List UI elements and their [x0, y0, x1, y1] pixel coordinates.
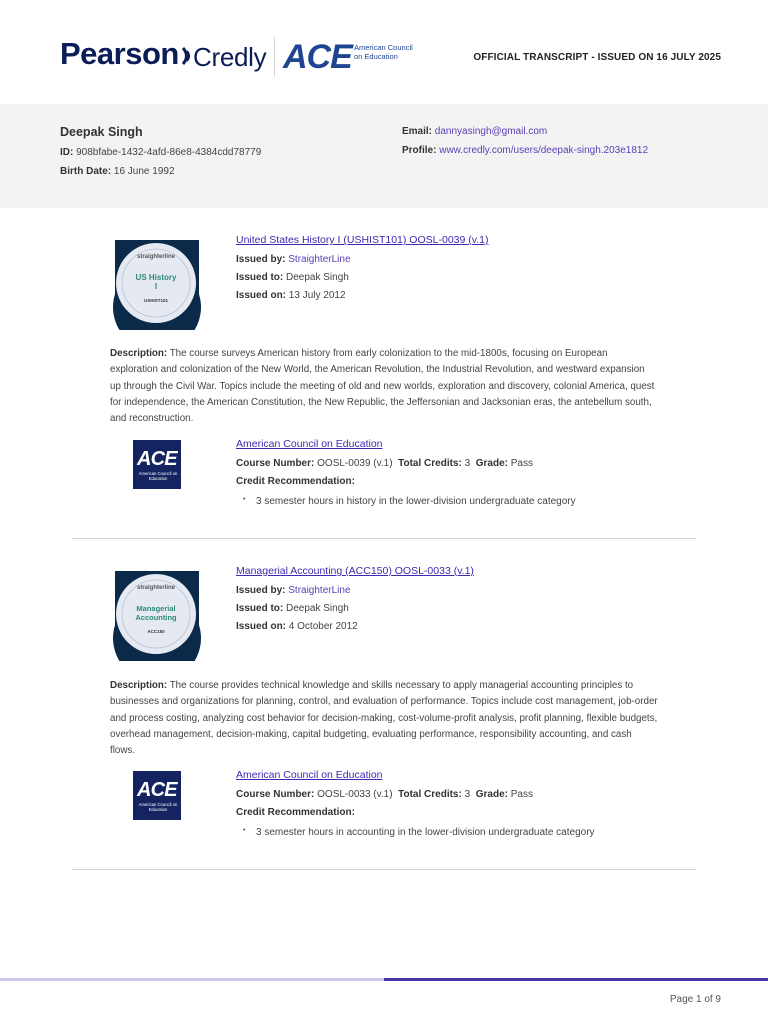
issued-by: Issued by: StraighterLine [236, 254, 351, 265]
issuer-link[interactable]: StraighterLine [288, 585, 351, 596]
svg-text:ACC150: ACC150 [147, 629, 165, 634]
learner-name: Deepak Singh [60, 125, 143, 139]
svg-text:Managerial: Managerial [136, 604, 176, 613]
credly-mark-icon [182, 46, 192, 66]
section-divider [72, 869, 696, 870]
ace-org-link[interactable]: American Council on Education [236, 769, 383, 781]
issued-to: Issued to: Deepak Singh [236, 603, 349, 614]
svg-text:I: I [154, 282, 158, 291]
learner-birth-date: Birth Date: 16 June 1992 [60, 166, 175, 177]
course-description: Description: The course provides technical knowledge and skills necessary to apply managerial accounting principles to businesses and organizations for planning, control, and evaluation of performance. Topics include cost management, job-order and process costing, analyzing cost behavior for decision-making, cost-volume-profit analysis, profit planning, flexible budgets, overhead management, decision-making, capital budgeting, evaluating performance, responsibility accounting, and cash flows. [110, 680, 658, 757]
issuer-link[interactable]: StraighterLine [288, 254, 351, 265]
managerial-accounting-badge-icon [109, 567, 203, 661]
svg-text:USHIST101: USHIST101 [143, 298, 169, 303]
email-link[interactable]: dannyasingh@gmail.com [434, 126, 548, 137]
issued-to: Issued to: Deepak Singh [236, 272, 349, 283]
svg-text:straighterline: straighterline [136, 254, 176, 260]
learner-id: ID: 908bfabe-1432-4afd-86e8-4384cdd78779 [60, 147, 262, 158]
page-number: Page 1 of 9 [669, 994, 721, 1005]
course-description: Description: The course surveys American history from early colonization to the mid-1800s, focusing on European exploration and colonization of the New World, the American Revolution, the Industrial Revolution, and westward expansion up through the Civil War. Topics include the meeting of old and new worlds, exploration and discovery, colonial America, quest for independence, the American Constitution, the New Republic, the Jeffersonian and Jacksonian eras, the antebellum south, and reconstruction. [110, 348, 655, 425]
transcript-title: OFFICIAL TRANSCRIPT - ISSUED ON 16 JULY 2025 [473, 52, 721, 63]
logo-divider [274, 37, 275, 77]
us-history-badge-icon [109, 236, 203, 330]
ace-badge-icon: ACE American Council on Education [133, 440, 181, 489]
footer-progress-track [0, 978, 384, 981]
section-divider [72, 538, 696, 539]
learner-profile: Profile: www.credly.com/users/deepak-singh.203e1812 [402, 145, 649, 156]
learner-email: Email: dannyasingh@gmail.com [402, 126, 548, 137]
course-credit-info: Course Number: OOSL-0039 (v.1) Total Credits: 3 Grade: Pass [236, 458, 533, 469]
issued-on: Issued on: 13 July 2012 [236, 290, 346, 301]
ace-logo-subtitle: American Council on Education [354, 43, 413, 61]
svg-text:straighterline: straighterline [136, 585, 176, 591]
credit-recommendation-item: • 3 semester hours in accounting in the lower-division undergraduate category [246, 827, 595, 838]
credit-recommendation-item: • 3 semester hours in history in the lower-division undergraduate category [246, 496, 576, 507]
profile-link[interactable]: www.credly.com/users/deepak-singh.203e1812 [439, 145, 649, 156]
pearson-logo: Pearson [60, 36, 179, 71]
credit-recommendation-label: Credit Recommendation: [236, 807, 355, 818]
course-title-link[interactable]: Managerial Accounting (ACC150) OOSL-0033 (v.1) [236, 565, 474, 577]
credit-recommendation-label: Credit Recommendation: [236, 476, 355, 487]
ace-logo: ACE [283, 38, 352, 76]
course-credit-info: Course Number: OOSL-0033 (v.1) Total Credits: 3 Grade: Pass [236, 789, 533, 800]
footer-progress-fill [384, 978, 768, 981]
issued-on: Issued on: 4 October 2012 [236, 621, 358, 632]
issued-by: Issued by: StraighterLine [236, 585, 351, 596]
svg-text:US History: US History [135, 273, 177, 282]
ace-org-link[interactable]: American Council on Education [236, 438, 383, 450]
course-title-link[interactable]: United States History I (USHIST101) OOSL-0039 (v.1) [236, 234, 489, 246]
ace-badge-icon: ACE American Council on Education [133, 771, 181, 820]
svg-text:Accounting: Accounting [135, 613, 177, 622]
credly-logo: Credly [193, 42, 267, 72]
page-header [0, 0, 768, 104]
